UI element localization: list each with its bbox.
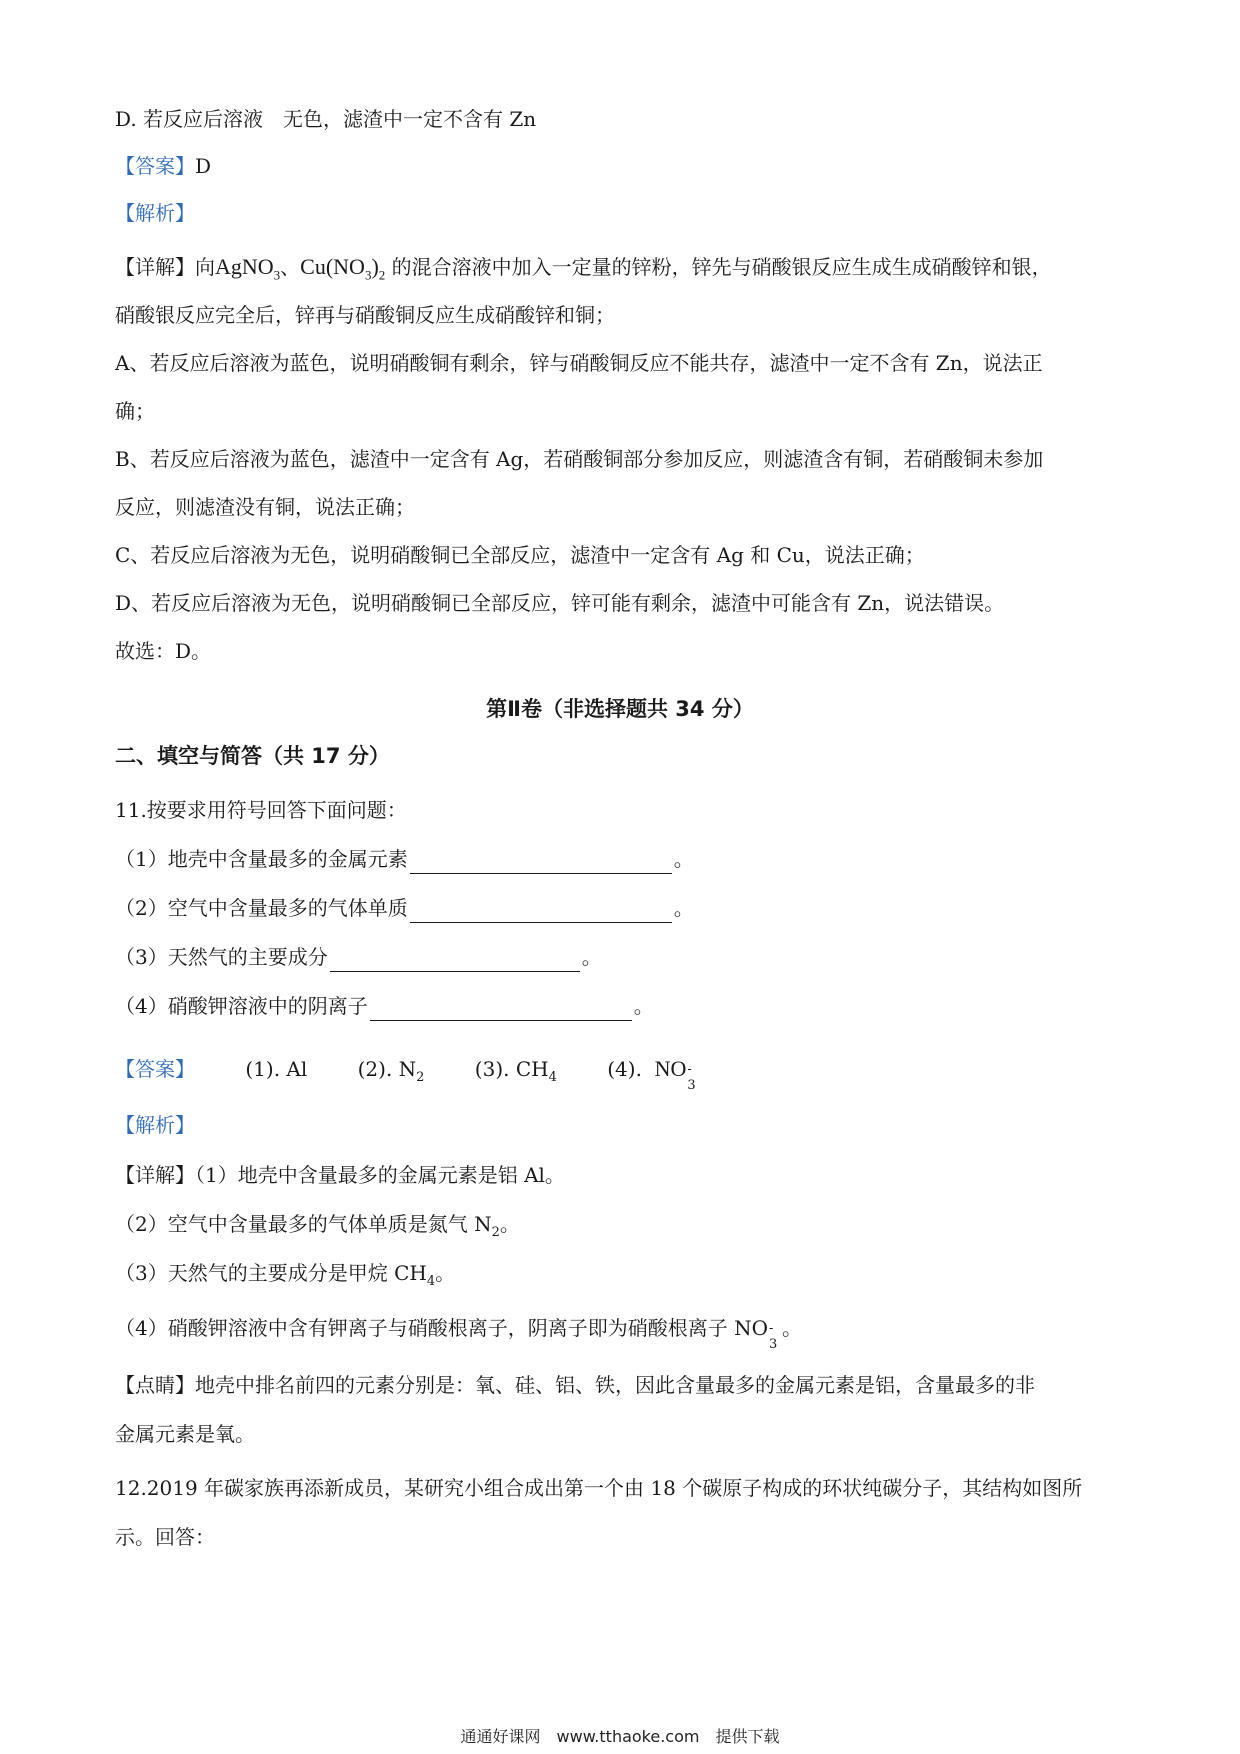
formula-cuno32: $Cu(NO_3)_2$ [300,254,386,283]
answer-blank[interactable] [370,998,632,1021]
choice-line: 故选：D。 [115,639,212,663]
formula-agno3: AgNO$_3$ [215,254,281,283]
detail-line-1 [115,252,1052,282]
answer-blank[interactable] [330,949,580,972]
answer-value: D [195,154,212,178]
q11-tip-line-1: 【点睛】地壳中排名前四的元素分别是：氧、硅、铝、铁，因此含量最多的金属元素是铝，含量最多的非 [115,1373,1035,1397]
q11-analysis-label: 【解析】 [115,1113,195,1137]
question-12-line-1: 12.2019 年碳家族再添新成员，某研究小组合成出第一个由 18 个碳原子构成的环状纯碳分子，其结构如图所 [115,1476,1083,1500]
detail-sep: 、 [280,255,301,279]
q11-item-2: （2）空气中含量最多的气体单质 。 [115,893,694,923]
option-a-line-2: 确； [115,399,155,423]
detail-rest: 的混合溶液中加入一定量的锌粉，锌先与硝酸银反应生成生成硝酸锌和银， [385,255,1052,279]
q11-detail-2: （2）空气中含量最多的气体单质是氮气 $N_2$。 [115,1212,520,1240]
answer-line [115,151,211,181]
question-12-line-2: 示。回答： [115,1525,215,1549]
q11-detail-1: 【详解】（1）地壳中含量最多的金属元素是铝 Al。 [115,1163,565,1187]
detail-line-2: 硝酸银反应完全后，锌再与硝酸铜反应生成硝酸锌和铜； [115,303,615,327]
answer-blank[interactable] [410,900,672,923]
section-title: 第Ⅱ卷（非选择题共 34 分） [486,697,754,721]
answer-4: (4). NO - 3 [607,1056,696,1093]
option-d-text: D. 若反应后溶液 无色，滤渣中一定不含有 Zn [115,107,537,131]
q11-answer-line [115,1054,700,1093]
option-d-line: D、若反应后溶液为无色，说明硝酸铜已全部反应，锌可能有剩余，滤渣中可能含有 Zn，说法错误。 [115,591,1005,615]
answer-blank[interactable] [410,851,672,874]
q11-detail-3: （3）天然气的主要成分是甲烷 $CH_4$。 [115,1261,456,1289]
q11-detail-4: （4）硝酸钾溶液中含有钾离子与硝酸根离子，阴离子即为硝酸根离子 NO - 3 。 [115,1316,802,1352]
option-b-line-1: B、若反应后溶液为蓝色，滤渣中一定含有 Ag，若硝酸铜部分参加反应，则滤渣含有铜，若硝酸铜未参加 [115,447,1044,471]
question-11-stem: 11.按要求用符号回答下面问题： [115,798,407,822]
option-b-line-2: 反应，则滤渣没有铜，说法正确； [115,495,415,519]
answer-label: 【答案】 [115,154,195,178]
answer-2: (2). $N_2$ [357,1057,425,1085]
q11-item-4: （4）硝酸钾溶液中的阴离子 。 [115,991,654,1021]
detail-pre: 向 [195,255,215,279]
part-title: 二、填空与简答（共 17 分） [115,744,390,768]
answer-1: (1). Al [245,1057,308,1081]
q11-item-3: （3）天然气的主要成分 。 [115,942,602,972]
analysis-label: 【解析】 [115,201,195,225]
option-a-line-1: A、若反应后溶液为蓝色，说明硝酸铜有剩余，锌与硝酸铜反应不能共存，滤渣中一定不含有 Zn，说法正 [115,351,1043,375]
answer-label: 【答案】 [115,1057,195,1081]
q11-item-1: （1）地壳中含量最多的金属元素 。 [115,844,694,874]
page-footer: 通通好课网 www.tthaoke.com 提供下载 [460,1727,780,1746]
detail-label: 【详解】 [115,255,195,279]
answer-3: (3). $CH_4$ [474,1057,557,1085]
q11-tip-line-2: 金属元素是氧。 [115,1422,255,1446]
option-c-line: C、若反应后溶液为无色，说明硝酸铜已全部反应，滤渣中一定含有 Ag 和 Cu，说法正确； [115,543,925,567]
